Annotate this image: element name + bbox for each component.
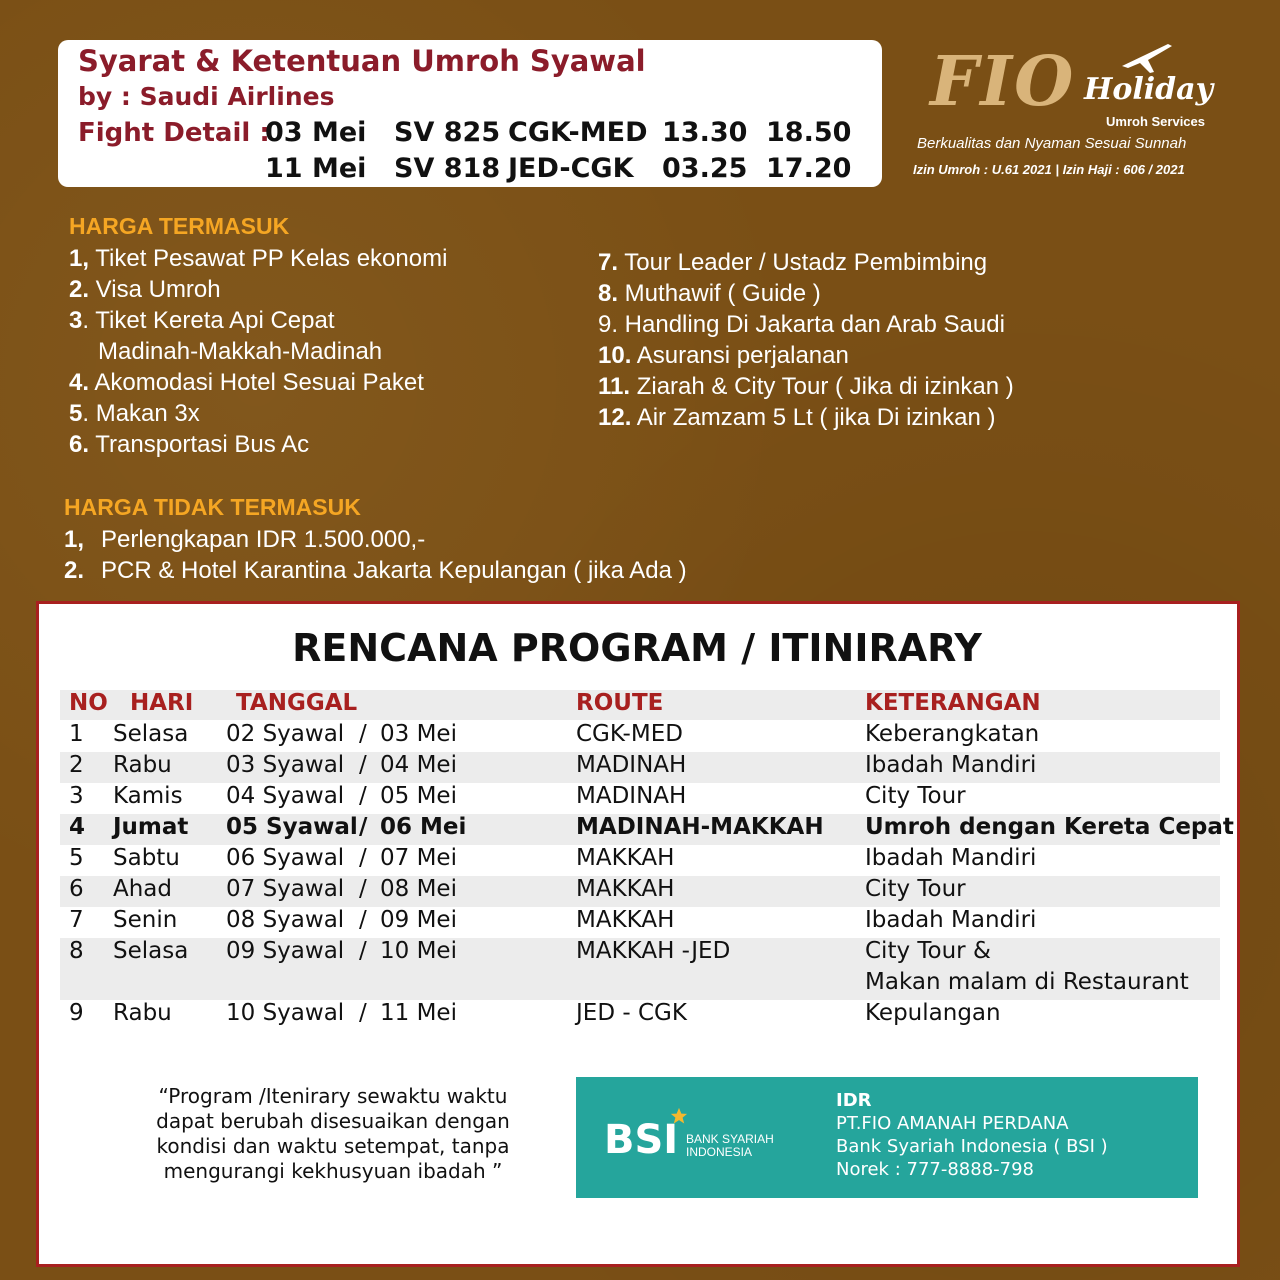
flight-1-arrive: 18.50 bbox=[766, 117, 852, 148]
included-item: 12. Air Zamzam 5 Lt ( jika Di izinkan ) bbox=[598, 404, 996, 431]
row-no: 3 bbox=[69, 783, 84, 809]
row-route: MADINAH bbox=[576, 752, 687, 778]
row-hijri-date: 04 Syawal bbox=[226, 783, 345, 809]
row-hijri-date: 06 Syawal bbox=[226, 845, 345, 871]
col-date: TANGGAL bbox=[236, 690, 358, 716]
row-hijri-date: 08 Syawal bbox=[226, 907, 345, 933]
row-separator: / bbox=[359, 752, 367, 778]
row-route: MAKKAH bbox=[576, 907, 675, 933]
logo-brand: FIO bbox=[930, 42, 1076, 122]
disclaimer-note: “Program /Itenirary sewaktu waktu dapat berubah disesuaikan dengan kondisi dan waktu setempat, tanpa mengurangi kekhusyuan ibadah ” bbox=[156, 1084, 510, 1183]
row-separator: / bbox=[359, 1000, 367, 1026]
row-date: 06 Mei bbox=[380, 814, 467, 840]
table-row bbox=[60, 907, 1220, 938]
row-note: Ibadah Mandiri bbox=[865, 845, 1037, 871]
row-date: 03 Mei bbox=[380, 721, 457, 747]
row-separator: / bbox=[359, 907, 367, 933]
table-row bbox=[60, 814, 1234, 845]
row-route: MADINAH-MAKKAH bbox=[576, 814, 824, 840]
col-route: ROUTE bbox=[576, 690, 664, 716]
row-note: Kepulangan bbox=[865, 1000, 1001, 1026]
row-day: Rabu bbox=[113, 1000, 172, 1026]
row-hijri-date: 09 Syawal bbox=[226, 938, 345, 964]
row-note-line2: Makan malam di Restaurant bbox=[865, 969, 1189, 995]
airline-label: by : Saudi Airlines bbox=[78, 82, 335, 111]
logo-sub: Umroh Services bbox=[1106, 114, 1205, 129]
star-icon bbox=[670, 1107, 688, 1125]
row-day: Ahad bbox=[113, 876, 173, 902]
excluded-heading: HARGA TIDAK TERMASUK bbox=[64, 494, 361, 520]
col-day: HARI bbox=[130, 690, 194, 716]
license-text: Izin Umroh : U.61 2021 | Izin Haji : 606 / 2021 bbox=[913, 162, 1185, 177]
bank-account-details: IDR PT.FIO AMANAH PERDANA Bank Syariah Indonesia ( BSI ) Norek : 777-8888-798 bbox=[836, 1090, 1108, 1180]
flight-detail-label: Fight Detail : bbox=[78, 118, 270, 148]
row-date: 08 Mei bbox=[380, 876, 457, 902]
row-no: 7 bbox=[69, 907, 84, 933]
row-date: 04 Mei bbox=[380, 752, 457, 778]
included-item: 4. Akomodasi Hotel Sesuai Paket bbox=[69, 369, 424, 396]
itinerary-title: RENCANA PROGRAM / ITINIRARY bbox=[292, 626, 982, 670]
included-item: 2. Visa Umroh bbox=[69, 276, 221, 303]
row-date: 05 Mei bbox=[380, 783, 457, 809]
flight-2-route: JED-CGK bbox=[508, 153, 634, 184]
flight-info-card bbox=[58, 40, 882, 187]
row-note: City Tour bbox=[865, 783, 966, 809]
col-note: KETERANGAN bbox=[865, 690, 1041, 716]
logo-holiday: Holiday bbox=[1084, 72, 1213, 107]
row-route: MAKKAH bbox=[576, 876, 675, 902]
included-item: Madinah-Makkah-Madinah bbox=[98, 338, 383, 365]
page-title: Syarat & Ketentuan Umroh Syawal bbox=[78, 44, 646, 78]
included-heading: HARGA TERMASUK bbox=[69, 213, 290, 239]
row-separator: / bbox=[359, 783, 367, 809]
row-separator: / bbox=[359, 845, 367, 871]
included-item: 9. Handling Di Jakarta dan Arab Saudi bbox=[598, 311, 1005, 338]
row-day: Senin bbox=[113, 907, 178, 933]
row-date: 07 Mei bbox=[380, 845, 457, 871]
row-route: CGK-MED bbox=[576, 721, 683, 747]
included-item: 6. Transportasi Bus Ac bbox=[69, 431, 310, 458]
airplane-icon bbox=[1118, 36, 1174, 76]
flight-2-depart: 03.25 bbox=[662, 153, 748, 184]
flight-2-date: 11 Mei bbox=[265, 153, 367, 184]
table-row bbox=[60, 938, 1220, 1000]
excluded-item: 1, bbox=[64, 526, 85, 553]
flight-2-number: SV 818 bbox=[394, 153, 501, 184]
row-note: Ibadah Mandiri bbox=[865, 752, 1037, 778]
bank-info-card bbox=[576, 1077, 1198, 1198]
table-row bbox=[60, 1000, 1220, 1031]
row-hijri-date: 03 Syawal bbox=[226, 752, 345, 778]
row-no: 1 bbox=[69, 721, 84, 747]
row-separator: / bbox=[359, 938, 367, 964]
row-no: 4 bbox=[69, 814, 86, 840]
row-separator: / bbox=[359, 814, 368, 840]
row-no: 9 bbox=[69, 1000, 84, 1026]
row-no: 5 bbox=[69, 845, 84, 871]
logo-tagline: Berkualitas dan Nyaman Sesuai Sunnah bbox=[917, 135, 1187, 152]
included-item: 8. Muthawif ( Guide ) bbox=[598, 280, 821, 307]
row-no: 6 bbox=[69, 876, 84, 902]
col-no: NO bbox=[69, 690, 108, 716]
row-day: Rabu bbox=[113, 752, 172, 778]
table-row bbox=[60, 876, 1220, 907]
flight-1-route: CGK-MED bbox=[508, 117, 648, 148]
included-item: 5. Makan 3x bbox=[69, 400, 200, 427]
excluded-item-text: Perlengkapan IDR 1.500.000,- bbox=[101, 526, 426, 553]
row-note: Keberangkatan bbox=[865, 721, 1040, 747]
row-day: Sabtu bbox=[113, 845, 180, 871]
table-row bbox=[60, 783, 1220, 814]
row-day: Selasa bbox=[113, 938, 189, 964]
row-hijri-date: 02 Syawal bbox=[226, 721, 345, 747]
flight-2-arrive: 17.20 bbox=[766, 153, 852, 184]
row-note: Umroh dengan Kereta Cepat bbox=[865, 814, 1234, 840]
included-item: 3. Tiket Kereta Api Cepat bbox=[69, 307, 335, 334]
row-no: 8 bbox=[69, 938, 84, 964]
row-day: Jumat bbox=[113, 814, 189, 840]
row-separator: / bbox=[359, 876, 367, 902]
row-hijri-date: 10 Syawal bbox=[226, 1000, 345, 1026]
table-row bbox=[60, 752, 1220, 783]
bsi-logo-subtext: BANK SYARIAH INDONESIA bbox=[686, 1132, 774, 1159]
included-item: 1, Tiket Pesawat PP Kelas ekonomi bbox=[69, 245, 448, 272]
included-item: 10. Asuransi perjalanan bbox=[598, 342, 849, 369]
row-route: MAKKAH bbox=[576, 845, 675, 871]
row-route: MADINAH bbox=[576, 783, 687, 809]
flight-1-depart: 13.30 bbox=[662, 117, 748, 148]
row-route: JED - CGK bbox=[576, 1000, 687, 1026]
company-logo bbox=[900, 36, 1260, 186]
flight-1-date: 03 Mei bbox=[265, 117, 367, 148]
excluded-item: 2. bbox=[64, 557, 85, 584]
row-route: MAKKAH -JED bbox=[576, 938, 731, 964]
bsi-logo: BSI bbox=[604, 1117, 679, 1163]
row-hijri-date: 07 Syawal bbox=[226, 876, 345, 902]
included-item: 11. Ziarah & City Tour ( Jika di izinkan ) bbox=[598, 373, 1014, 400]
row-date: 11 Mei bbox=[380, 1000, 457, 1026]
flight-1-number: SV 825 bbox=[394, 117, 501, 148]
table-row bbox=[60, 721, 1220, 752]
row-note: Ibadah Mandiri bbox=[865, 907, 1037, 933]
row-day: Kamis bbox=[113, 783, 183, 809]
included-item: 7. Tour Leader / Ustadz Pembimbing bbox=[598, 249, 988, 276]
row-hijri-date: 05 Syawal bbox=[226, 814, 358, 840]
row-date: 09 Mei bbox=[380, 907, 457, 933]
row-date: 10 Mei bbox=[380, 938, 457, 964]
row-no: 2 bbox=[69, 752, 84, 778]
row-day: Selasa bbox=[113, 721, 189, 747]
itinerary-panel bbox=[36, 601, 1240, 1267]
row-note: City Tour bbox=[865, 876, 966, 902]
table-row bbox=[60, 845, 1220, 876]
row-note: City Tour & bbox=[865, 938, 991, 964]
row-separator: / bbox=[359, 721, 367, 747]
excluded-item-text: PCR & Hotel Karantina Jakarta Kepulangan ( jika Ada ) bbox=[101, 557, 687, 584]
table-header bbox=[60, 690, 1220, 720]
